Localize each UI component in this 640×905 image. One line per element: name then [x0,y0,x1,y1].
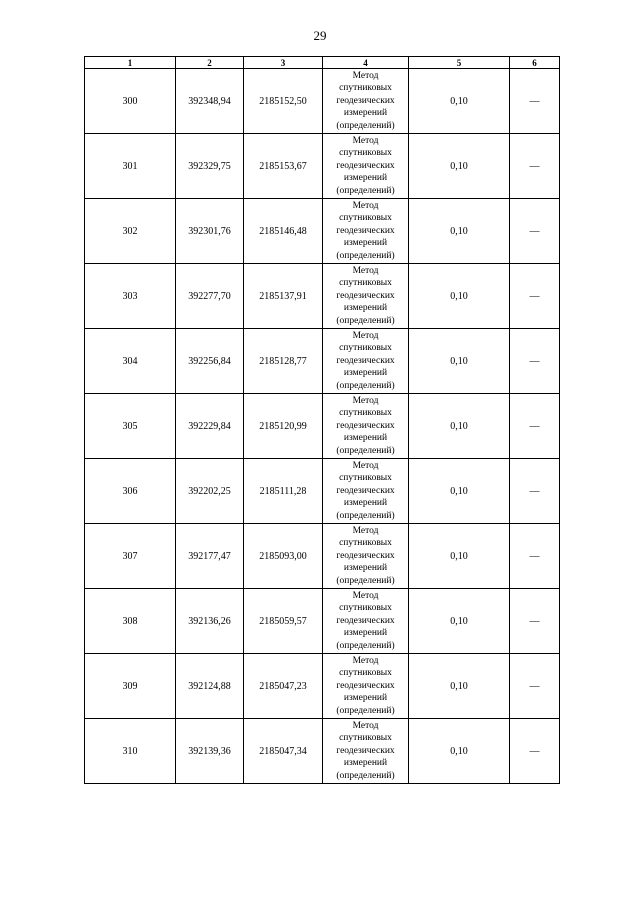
method-line: Метод [352,525,379,536]
method-cell [323,589,409,654]
method-line: измерений [343,628,388,639]
method-line: геодезических [336,225,395,236]
method-line: Метод [352,70,379,81]
method-cell [323,719,409,784]
method-line: (определений) [336,575,395,586]
column-header: 2 [176,57,244,69]
table-row [85,589,560,654]
method-line: геодезических [336,160,395,171]
method-line: измерений [343,173,388,184]
note-cell: — [510,394,560,459]
method-line: Метод [352,655,379,666]
accuracy-cell: 0,10 [409,719,510,784]
point-number-cell: 306 [85,459,176,524]
method-cell [323,69,409,134]
method-line: геодезических [336,680,395,691]
table-row [85,719,560,784]
y-coordinate-cell: 2185146,48 [244,199,323,264]
method-line: Метод [352,395,379,406]
x-coordinate-cell: 392202,25 [176,459,244,524]
y-coordinate-cell: 2185111,28 [244,459,323,524]
method-line: измерений [343,368,388,379]
point-number-cell: 303 [85,264,176,329]
method-line: (определений) [336,770,395,781]
method-line: Метод [352,460,379,471]
accuracy-cell: 0,10 [409,199,510,264]
method-cell [323,329,409,394]
y-coordinate-cell: 2185047,34 [244,719,323,784]
note-cell: — [510,654,560,719]
method-line: измерений [343,498,388,509]
method-cell [323,199,409,264]
method-line: (определений) [336,185,395,196]
point-number-cell: 307 [85,524,176,589]
method-line: измерений [343,433,388,444]
y-coordinate-cell: 2185059,57 [244,589,323,654]
method-line: спутниковых [339,148,392,159]
method-line: геодезических [336,745,395,756]
method-cell [323,524,409,589]
table-row [85,654,560,719]
method-line: измерений [343,693,388,704]
method-line: геодезических [336,290,395,301]
method-line: геодезических [336,550,395,561]
method-cell [323,459,409,524]
method-line: (определений) [336,705,395,716]
column-header: 5 [409,57,510,69]
table-row [85,329,560,394]
y-coordinate-cell: 2185152,50 [244,69,323,134]
column-header: 3 [244,57,323,69]
accuracy-cell: 0,10 [409,589,510,654]
point-number-cell: 304 [85,329,176,394]
y-coordinate-cell: 2185047,23 [244,654,323,719]
y-coordinate-cell: 2185120,99 [244,394,323,459]
accuracy-cell: 0,10 [409,264,510,329]
x-coordinate-cell: 392256,84 [176,329,244,394]
note-cell: — [510,589,560,654]
method-line: (определений) [336,445,395,456]
method-line: спутниковых [339,733,392,744]
column-header: 1 [85,57,176,69]
note-cell: — [510,459,560,524]
method-line: (определений) [336,315,395,326]
table-row [85,264,560,329]
method-cell [323,394,409,459]
x-coordinate-cell: 392229,84 [176,394,244,459]
point-number-cell: 300 [85,69,176,134]
accuracy-cell: 0,10 [409,394,510,459]
method-line: Метод [352,720,379,731]
method-line: геодезических [336,615,395,626]
method-line: спутниковых [339,278,392,289]
accuracy-cell: 0,10 [409,524,510,589]
method-cell [323,654,409,719]
x-coordinate-cell: 392329,75 [176,134,244,199]
point-number-cell: 309 [85,654,176,719]
x-coordinate-cell: 392136,26 [176,589,244,654]
table-row [85,69,560,134]
method-line: спутниковых [339,408,392,419]
method-line: (определений) [336,380,395,391]
x-coordinate-cell: 392277,70 [176,264,244,329]
point-number-cell: 310 [85,719,176,784]
method-line: измерений [343,758,388,769]
method-line: спутниковых [339,668,392,679]
y-coordinate-cell: 2185128,77 [244,329,323,394]
method-line: Метод [352,200,379,211]
table-row [85,524,560,589]
note-cell: — [510,199,560,264]
method-line: (определений) [336,120,395,131]
method-line: (определений) [336,250,395,261]
method-line: геодезических [336,355,395,366]
note-cell: — [510,134,560,199]
x-coordinate-cell: 392301,76 [176,199,244,264]
point-number-cell: 301 [85,134,176,199]
method-line: измерений [343,238,388,249]
method-line: Метод [352,265,379,276]
method-line: измерений [343,563,388,574]
x-coordinate-cell: 392177,47 [176,524,244,589]
y-coordinate-cell: 2185093,00 [244,524,323,589]
table-row [85,199,560,264]
point-number-cell: 305 [85,394,176,459]
method-line: измерений [343,303,388,314]
method-cell [323,264,409,329]
accuracy-cell: 0,10 [409,134,510,199]
point-number-cell: 308 [85,589,176,654]
method-line: Метод [352,330,379,341]
method-line: (определений) [336,640,395,651]
table-header-row [85,57,560,69]
method-cell [323,134,409,199]
page-number: 29 [313,28,327,43]
method-line: Метод [352,135,379,146]
table-row [85,394,560,459]
method-line: спутниковых [339,83,392,94]
method-line: Метод [352,590,379,601]
x-coordinate-cell: 392124,88 [176,654,244,719]
x-coordinate-cell: 392348,94 [176,69,244,134]
accuracy-cell: 0,10 [409,69,510,134]
method-line: спутниковых [339,213,392,224]
column-header: 6 [510,57,560,69]
note-cell: — [510,329,560,394]
note-cell: — [510,69,560,134]
method-line: геодезических [336,485,395,496]
point-number-cell: 302 [85,199,176,264]
method-line: геодезических [336,420,395,431]
table-body [85,69,560,784]
y-coordinate-cell: 2185137,91 [244,264,323,329]
column-header: 4 [323,57,409,69]
method-line: измерений [343,108,388,119]
method-line: спутниковых [339,473,392,484]
note-cell: — [510,264,560,329]
method-line: спутниковых [339,343,392,354]
y-coordinate-cell: 2185153,67 [244,134,323,199]
table-row [85,459,560,524]
x-coordinate-cell: 392139,36 [176,719,244,784]
method-line: геодезических [336,95,395,106]
coordinates-table [84,56,560,784]
accuracy-cell: 0,10 [409,329,510,394]
method-line: спутниковых [339,538,392,549]
table-row [85,134,560,199]
note-cell: — [510,719,560,784]
accuracy-cell: 0,10 [409,459,510,524]
note-cell: — [510,524,560,589]
accuracy-cell: 0,10 [409,654,510,719]
method-line: (определений) [336,510,395,521]
method-line: спутниковых [339,603,392,614]
